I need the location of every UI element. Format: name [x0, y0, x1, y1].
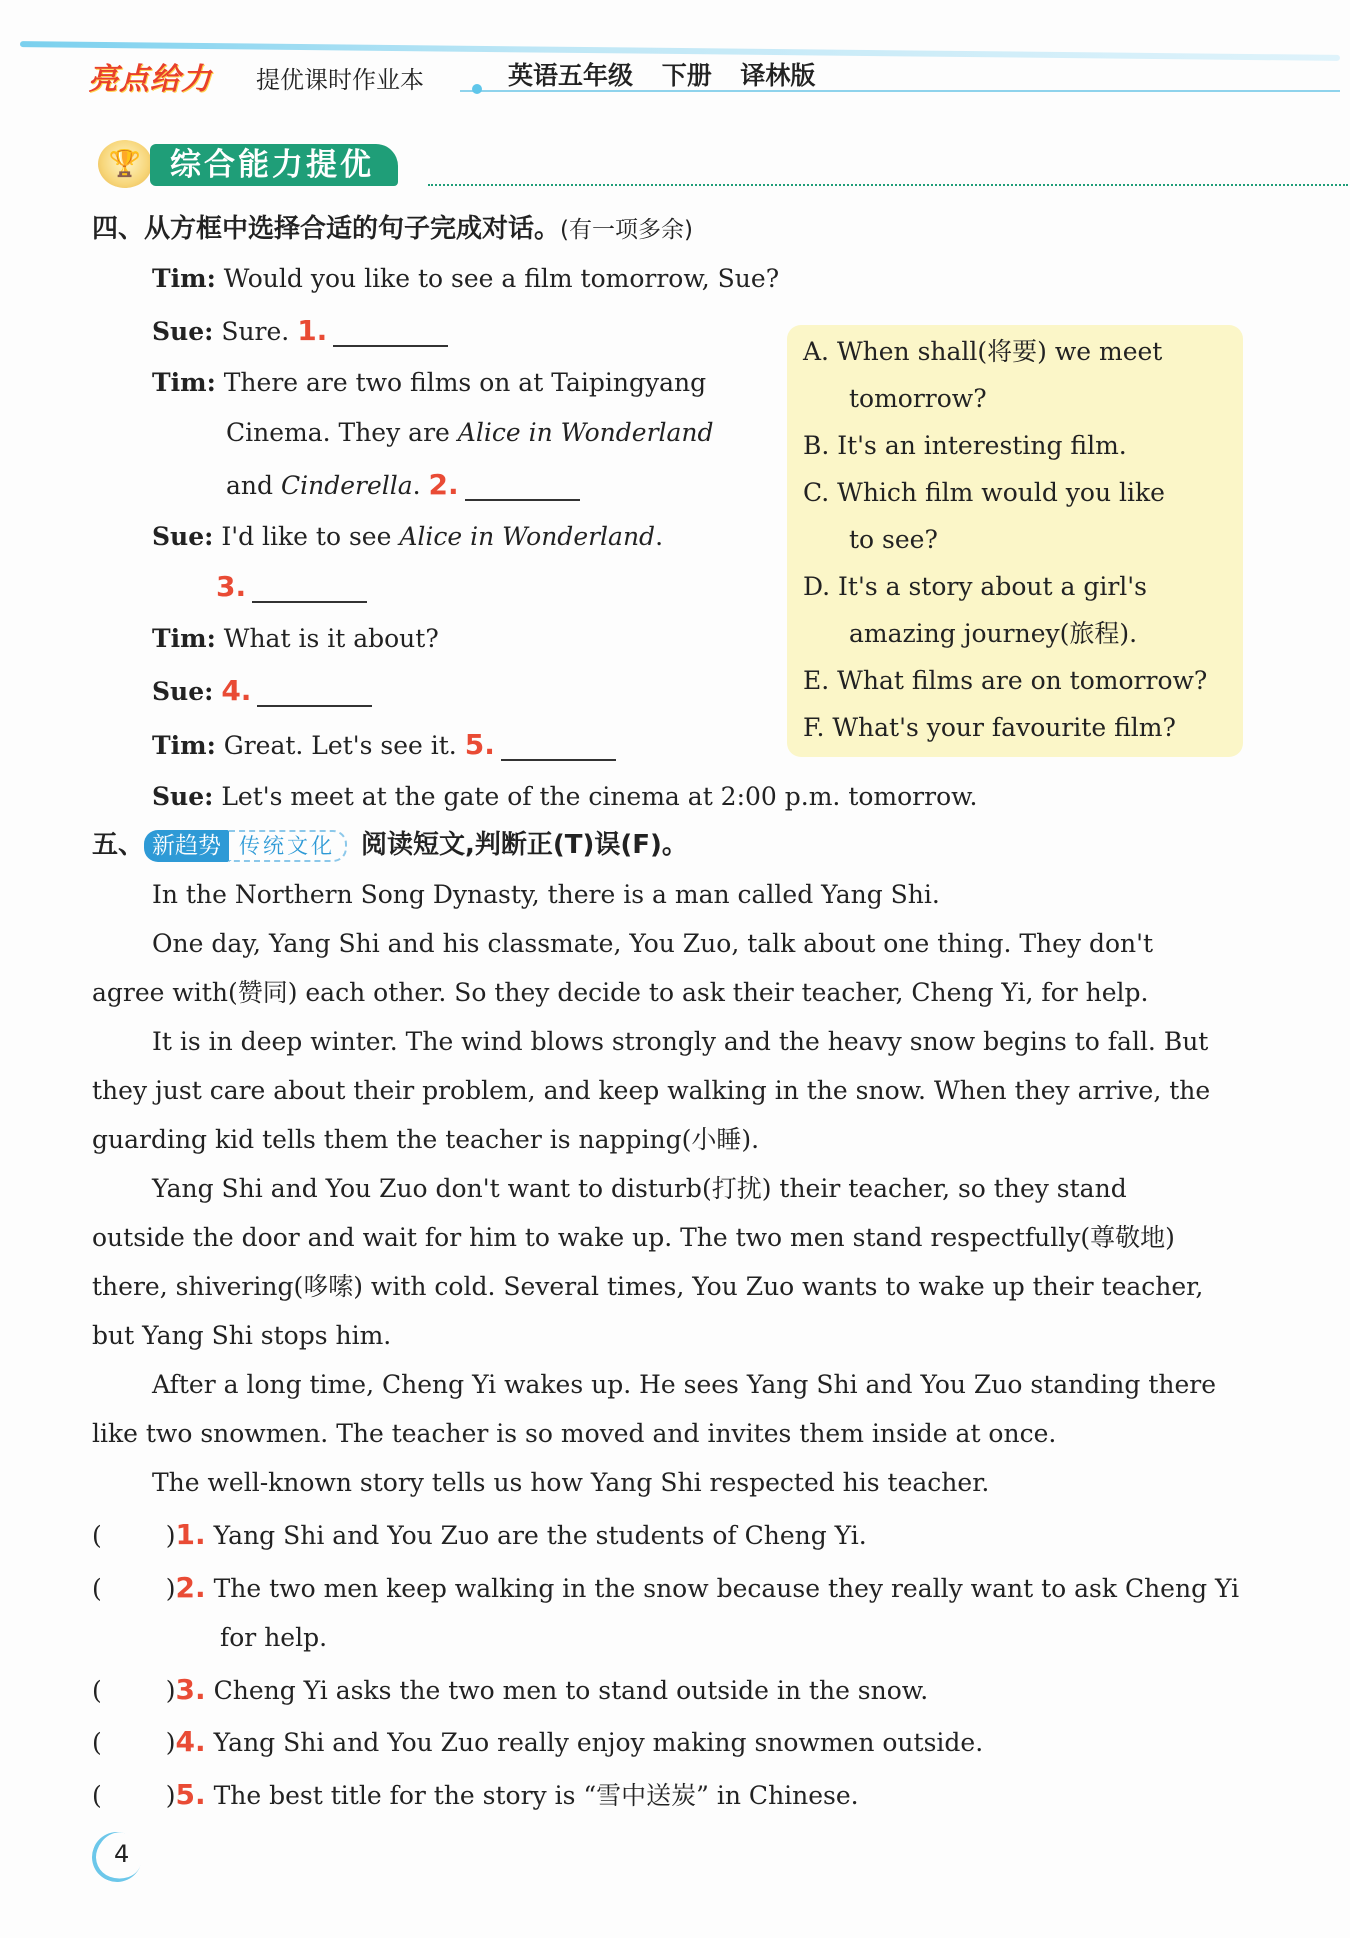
dialogue-line-3: Tim: There are two films on at Taipingyang: [152, 368, 707, 397]
passage-line: One day, Yang Shi and his classmate, You Zuo, talk about one thing. They don't: [152, 929, 1154, 958]
page-number: 4: [92, 1832, 142, 1882]
trophy-icon: 🏆: [98, 140, 152, 188]
option-c: C. Which film would you like: [803, 478, 1165, 507]
answer-blank-5[interactable]: [501, 733, 616, 761]
answer-bracket[interactable]: ( ): [92, 1676, 176, 1705]
option-d: D. It's a story about a girl's: [803, 572, 1147, 601]
tf-item-2: ( )2. The two men keep walking in the snow because they really want to ask Cheng Yi: [92, 1571, 1240, 1604]
series-subtitle: 提优课时作业本: [256, 66, 424, 94]
tf-item-1: ( )1. Yang Shi and You Zuo are the students of Cheng Yi.: [92, 1518, 867, 1551]
answer-blank-3[interactable]: [252, 575, 367, 603]
passage-line: It is in deep winter. The wind blows strongly and the heavy snow begins to fall. But: [152, 1027, 1209, 1056]
option-f: F. What's your favourite film?: [803, 713, 1176, 742]
header-dot: [472, 84, 482, 94]
answer-bracket[interactable]: ( ): [92, 1728, 176, 1757]
tf-item-2-cont: for help.: [220, 1623, 328, 1652]
passage-line: guarding kid tells them the teacher is napping(小睡).: [92, 1125, 760, 1154]
passage-line: The well-known story tells us how Yang Shi respected his teacher.: [152, 1468, 990, 1497]
banner-divider: [428, 184, 1348, 186]
dialogue-line-2: Sue: Sure. 1.: [152, 316, 448, 347]
tf-item-5: ( )5. The best title for the story is “雪中送炭” in Chinese.: [92, 1778, 859, 1811]
dialogue-line-6: Sue: 4.: [152, 676, 372, 707]
dialogue-line-3b: Cinema. They are Alice in Wonderland: [226, 418, 714, 447]
passage-line: but Yang Shi stops him.: [92, 1321, 392, 1350]
option-d-cont: amazing journey(旅程).: [849, 619, 1138, 648]
option-e: E. What films are on tomorrow?: [803, 666, 1208, 695]
passage-line: agree with(赞同) each other. So they decide to ask their teacher, Cheng Yi, for help.: [92, 978, 1149, 1007]
dialogue-line-7: Tim: Great. Let's see it. 5.: [152, 730, 616, 761]
passage-line: they just care about their problem, and keep walking in the snow. When they arrive, the: [92, 1076, 1211, 1105]
passage-line: there, shivering(哆嗦) with cold. Several times, You Zuo wants to wake up their teacher,: [92, 1272, 1204, 1301]
option-a: A. When shall(将要) we meet: [803, 337, 1163, 366]
grade-label: 英语五年级 下册 译林版: [508, 61, 816, 90]
answer-blank-1[interactable]: [333, 319, 448, 347]
badge-traditional-culture: 传统文化: [229, 830, 347, 862]
answer-bracket[interactable]: ( ): [92, 1781, 176, 1810]
dialogue-line-1: Tim: Would you like to see a film tomorrow, Sue?: [152, 264, 780, 293]
answer-blank-2[interactable]: [465, 473, 580, 501]
brand-logo: 亮点给力: [88, 62, 212, 97]
badge-new-trend: 新趋势: [144, 830, 229, 862]
page-header: [20, 40, 1340, 110]
options-box: [787, 325, 1243, 757]
answer-blank-4[interactable]: [257, 679, 372, 707]
tf-item-4: ( )4. Yang Shi and You Zuo really enjoy making snowmen outside.: [92, 1725, 984, 1758]
q4-title: 四、从方框中选择合适的句子完成对话。(有一项多余): [92, 214, 693, 244]
passage-line: Yang Shi and You Zuo don't want to disturb(打扰) their teacher, so they stand: [152, 1174, 1127, 1203]
section-title: 综合能力提优: [150, 144, 398, 186]
q5-title: 五、 新趋势 传统文化 阅读短文,判断正(T)误(F)。: [92, 830, 688, 860]
passage-line: After a long time, Cheng Yi wakes up. He sees Yang Shi and You Zuo standing there: [152, 1370, 1217, 1399]
dialogue-line-4b: 3.: [216, 572, 367, 603]
passage-line: outside the door and wait for him to wake up. The two men stand respectfully(尊敬地): [92, 1223, 1175, 1252]
option-a-cont: tomorrow?: [849, 384, 987, 413]
answer-bracket[interactable]: ( ): [92, 1574, 176, 1603]
dialogue-line-5: Tim: What is it about?: [152, 624, 439, 653]
dialogue-line-3c: and Cinderella. 2.: [226, 470, 580, 501]
passage-line: In the Northern Song Dynasty, there is a man called Yang Shi.: [152, 880, 940, 909]
option-c-cont: to see?: [849, 525, 938, 554]
passage-line: like two snowmen. The teacher is so moved and invites them inside at once.: [92, 1419, 1057, 1448]
tf-item-3: ( )3. Cheng Yi asks the two men to stand outside in the snow.: [92, 1673, 929, 1706]
option-b: B. It's an interesting film.: [803, 431, 1127, 460]
dialogue-line-4: Sue: I'd like to see Alice in Wonderland.: [152, 522, 664, 551]
dialogue-line-8: Sue: Let's meet at the gate of the cinema at 2:00 p.m. tomorrow.: [152, 782, 978, 811]
section-banner: [98, 140, 1248, 190]
answer-bracket[interactable]: ( ): [92, 1521, 176, 1550]
